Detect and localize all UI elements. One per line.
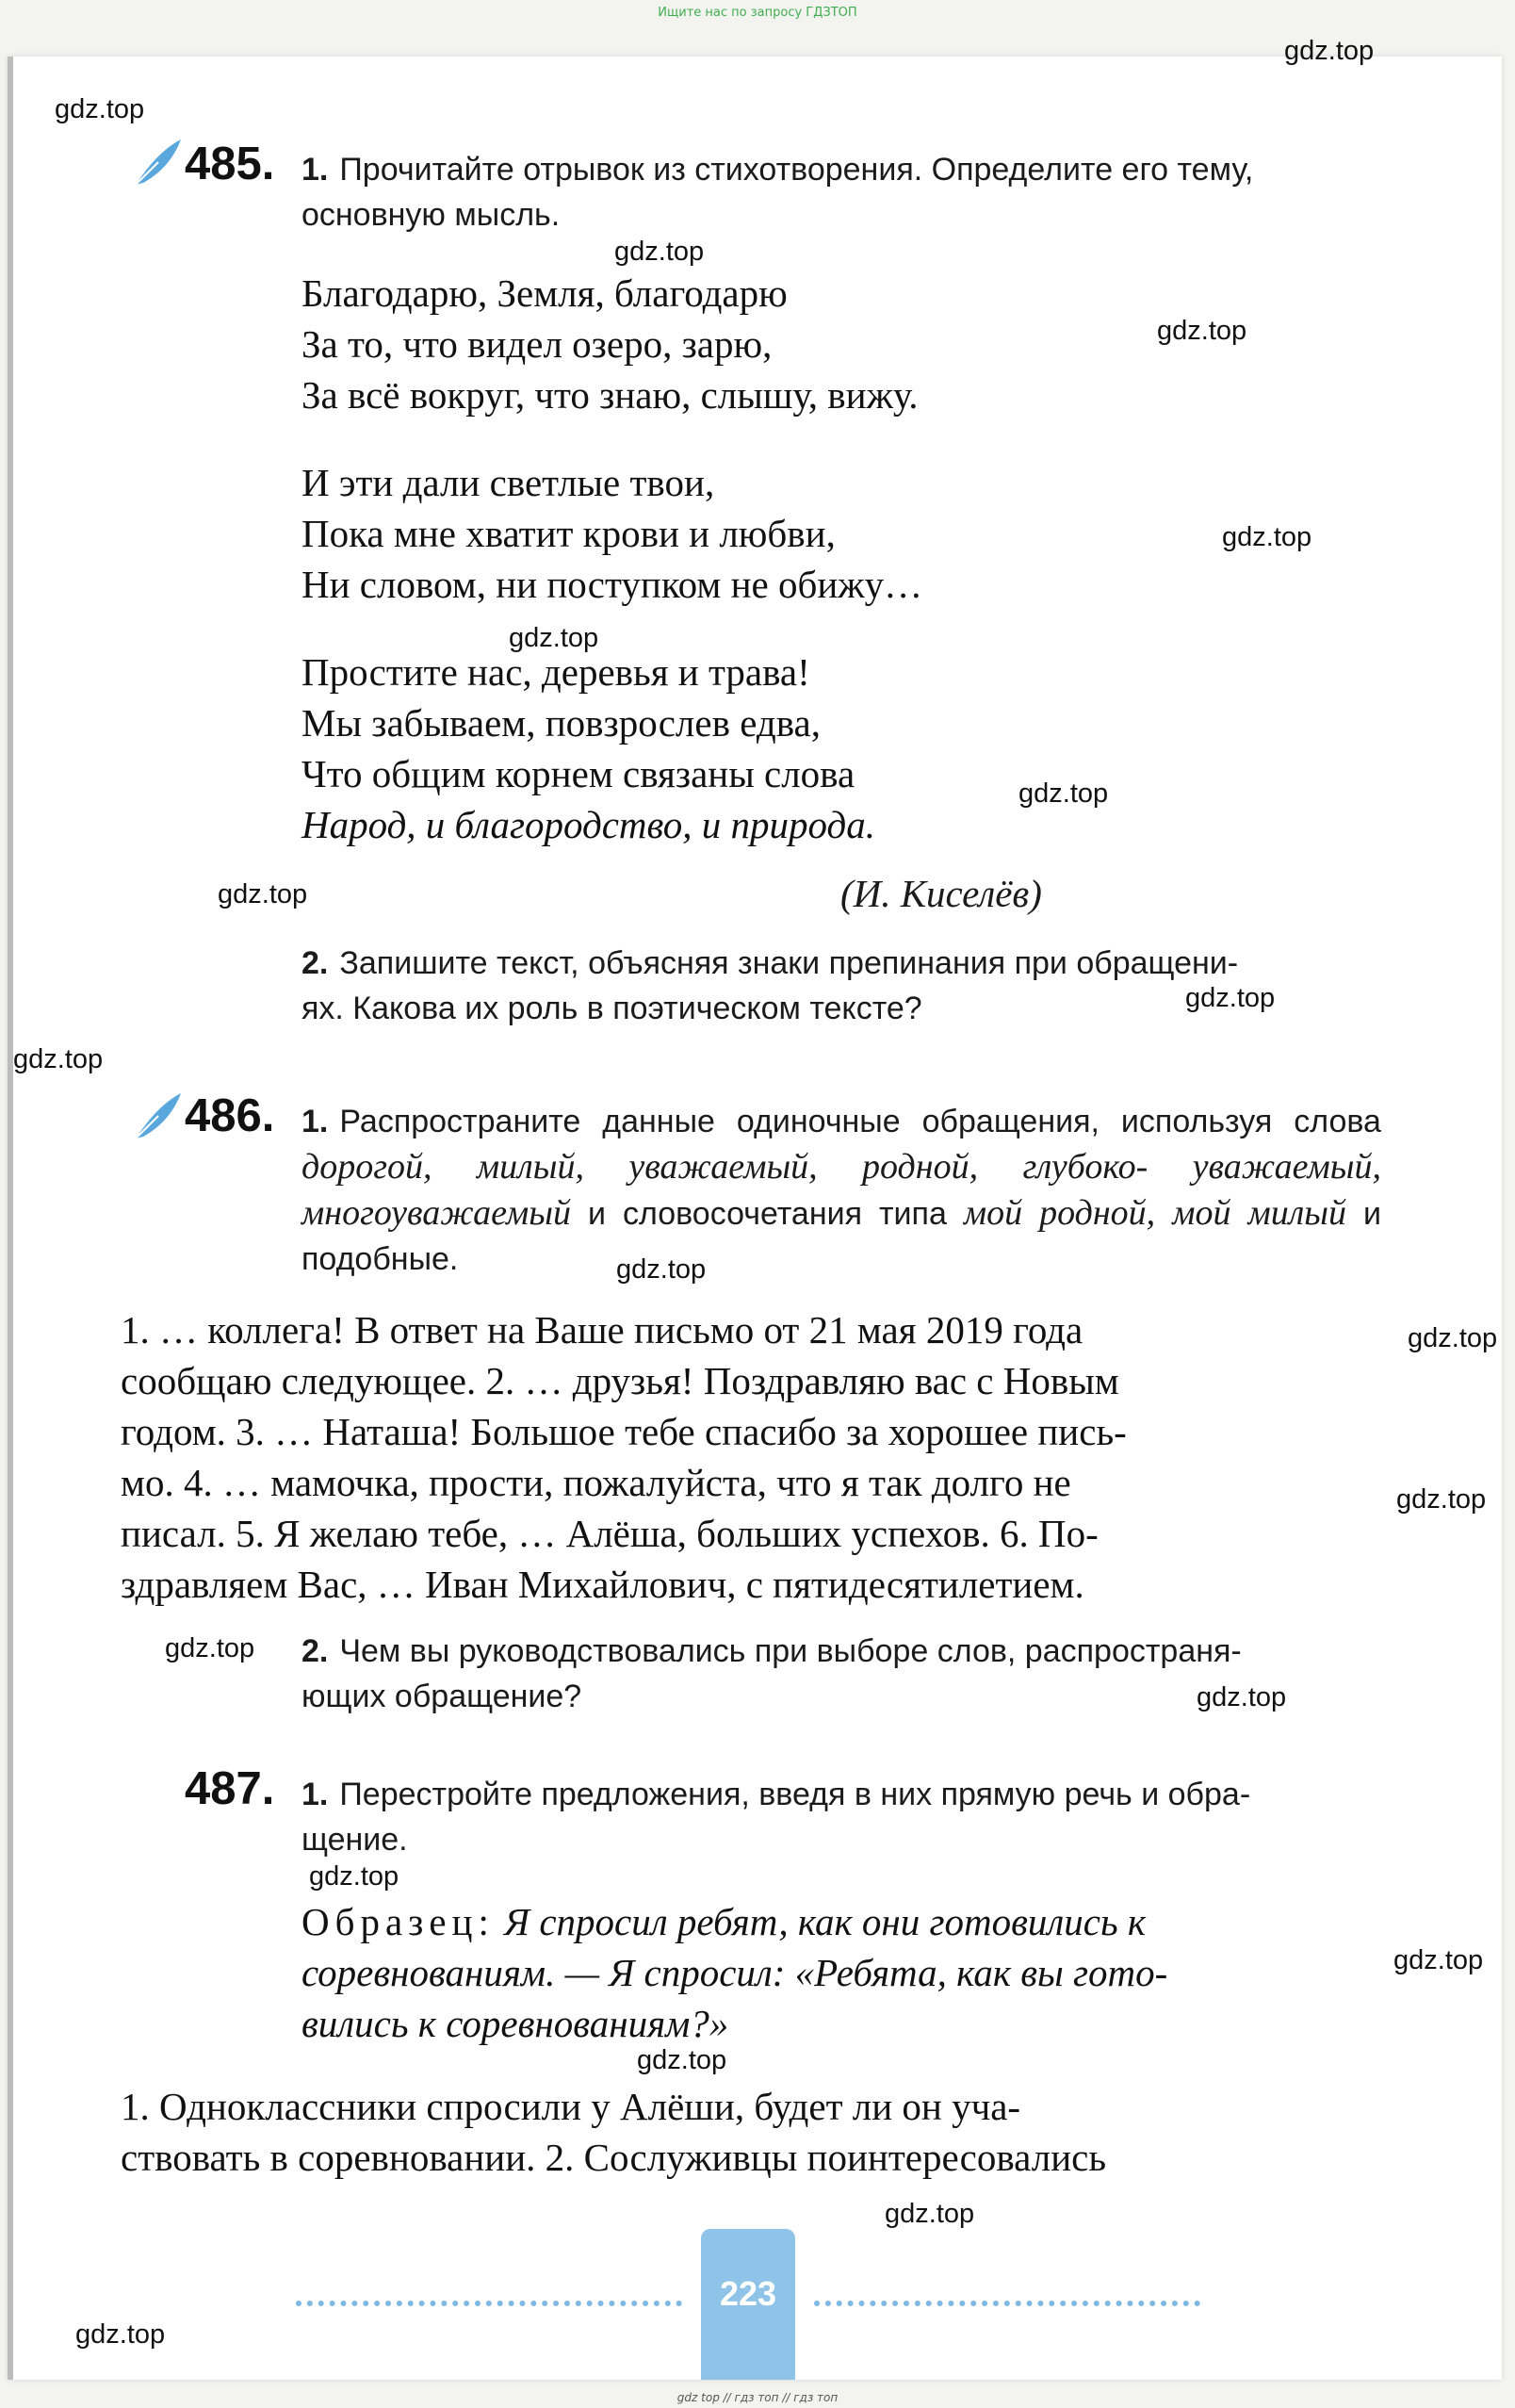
task-text: слова [1294,1104,1381,1139]
task-2 [301,1629,1381,1719]
feather-pen-icon [130,1089,185,1144]
sample-text: вились к соревнованиям?» [301,2002,729,2045]
watermark: gdz.top [1018,778,1109,809]
task-example-words: уважаемый, многоуважаемый [301,1147,1381,1233]
watermark: gdz.top [637,2045,727,2075]
watermark: gdz.top [1408,1323,1498,1353]
task-text-line: Запишите текст, объясняя знаки препинания при обращени- [339,945,1239,981]
poem-stanza-3 [301,647,875,850]
page-number-badge [701,2229,795,2380]
poem-author: (И. Киселёв) [840,872,1042,915]
watermark: gdz.top [614,237,705,267]
task-1 [301,1772,1381,1862]
watermark: gdz.top [55,94,145,124]
watermark: gdz.top [218,879,308,909]
watermark: gdz.top [1197,1682,1287,1712]
sample-text: соревнованиям. — Я спросил: «Ребята, как вы гото- [301,1951,1168,1994]
watermark: gdz.top [509,623,599,653]
task-text-line: Чем вы руководствовались при выборе слов, распространя- [339,1633,1242,1669]
task-example-words: дорогой, милый, уважаемый, родной, глубоко- [301,1147,1148,1187]
task-text-line: щение. [301,1822,408,1858]
watermark: gdz.top [13,1044,104,1074]
text-line: сообщаю следующее. 2. … друзья! Поздравляю вас с Новым [121,1359,1119,1402]
task-text-line: основную мысль. [301,197,561,233]
exercise-text [121,1304,1381,1610]
poem-line: Что общим корнем связаны слова [301,752,855,795]
watermark: gdz.top [309,1861,399,1892]
textbook-page [8,36,1502,2380]
task-text-line: Перестройте предложения, введя в них прямую речь и обра- [339,1777,1251,1812]
task-text: и подобные. [301,1196,1382,1277]
watermark: gdz.top [1222,522,1312,552]
task-step: 1. [301,1104,329,1139]
sample-label: Образец: [301,1900,495,1943]
task-text-line: Прочитайте отрывок из стихотворения. Определите его тему, [339,152,1254,188]
task-example-words: родной, мой милый [1039,1193,1347,1233]
sample-text: Я спросил ребят, как они готовились к [504,1900,1147,1943]
watermark: gdz.top [1185,983,1276,1013]
watermark: gdz.top [165,1633,255,1663]
watermark: gdz.top [1396,1484,1487,1515]
footer-dotted-line [814,2301,1200,2306]
poem-line: За всё вокруг, что знаю, слышу, вижу. [301,373,919,417]
watermark: gdz.top [885,2199,975,2229]
task-1 [301,1099,1381,1282]
task-step: 2. [301,945,329,981]
task-text-line: ющих обращение? [301,1679,582,1714]
text-line: мо. 4. … мамочка, прости, пожалуйста, что я так долго не [121,1461,1071,1504]
poem-stanza-1 [301,268,919,420]
poem-line: Мы забываем, повзрослев едва, [301,701,821,745]
poem-line: Благодарю, Земля, благодарю [301,271,788,315]
exercise-number: 487. [185,1763,275,1814]
footer-banner: gdz top // гдз топ // гдз топ [676,2391,839,2404]
exercise-number: 485. [185,139,275,189]
poem-line: Простите нас, деревья и трава! [301,650,810,694]
poem-stanza-2 [301,457,922,610]
top-banner: Ищите нас по запросу ГДЗТОП [658,6,857,20]
text-line: 1. Одноклассники спросили у Алёши, будет ли он уча- [121,2085,1021,2128]
task-example-words: мой [963,1193,1023,1233]
exercise-text [121,2081,1381,2183]
poem-line: Пока мне хватит крови и любви, [301,512,836,555]
task-step: 1. [301,152,329,188]
footer-dotted-line [296,2301,682,2306]
exercise-number: 486. [185,1090,275,1141]
task-step: 1. [301,1777,329,1812]
watermark: gdz.top [1157,316,1247,346]
watermark: gdz.top [1393,1945,1484,1975]
poem-line: Ни словом, ни поступком не обижу… [301,563,923,606]
poem-line: И эти дали светлые твои, [301,461,715,504]
text-line: годом. 3. … Наташа! Большое тебе спасибо за хорошее пись- [121,1410,1127,1453]
task-step: 2. [301,1633,329,1669]
watermark: gdz.top [616,1254,707,1285]
task-1 [301,147,1381,238]
text-line: ствовать в соревновании. 2. Сослуживцы поинтересовались [121,2136,1107,2179]
poem-line: За то, что видел озеро, зарю, [301,322,773,366]
watermark: gdz.top [1284,36,1375,66]
watermark: gdz.top [75,2319,166,2350]
task-2 [301,941,1381,1031]
feather-pen-icon [130,136,185,190]
task-text: и словосочетания типа [588,1196,947,1232]
task-text-line: ях. Какова их роль в поэтическом тексте? [301,991,922,1026]
task-text: Распространите данные одиночные обращения, используя [339,1104,1273,1139]
poem-line: Народ, и благородство, и природа. [301,803,875,846]
sample-block [301,1896,1381,2049]
text-line: 1. … коллега! В ответ на Ваше письмо от 21 мая 2019 года [121,1308,1083,1351]
text-line: здравляем Вас, … Иван Михайлович, с пятидесятилетием. [121,1563,1084,1606]
page-number: 223 [719,2274,777,2313]
text-line: писал. 5. Я желаю тебе, … Алёша, больших успехов. 6. По- [121,1512,1099,1555]
